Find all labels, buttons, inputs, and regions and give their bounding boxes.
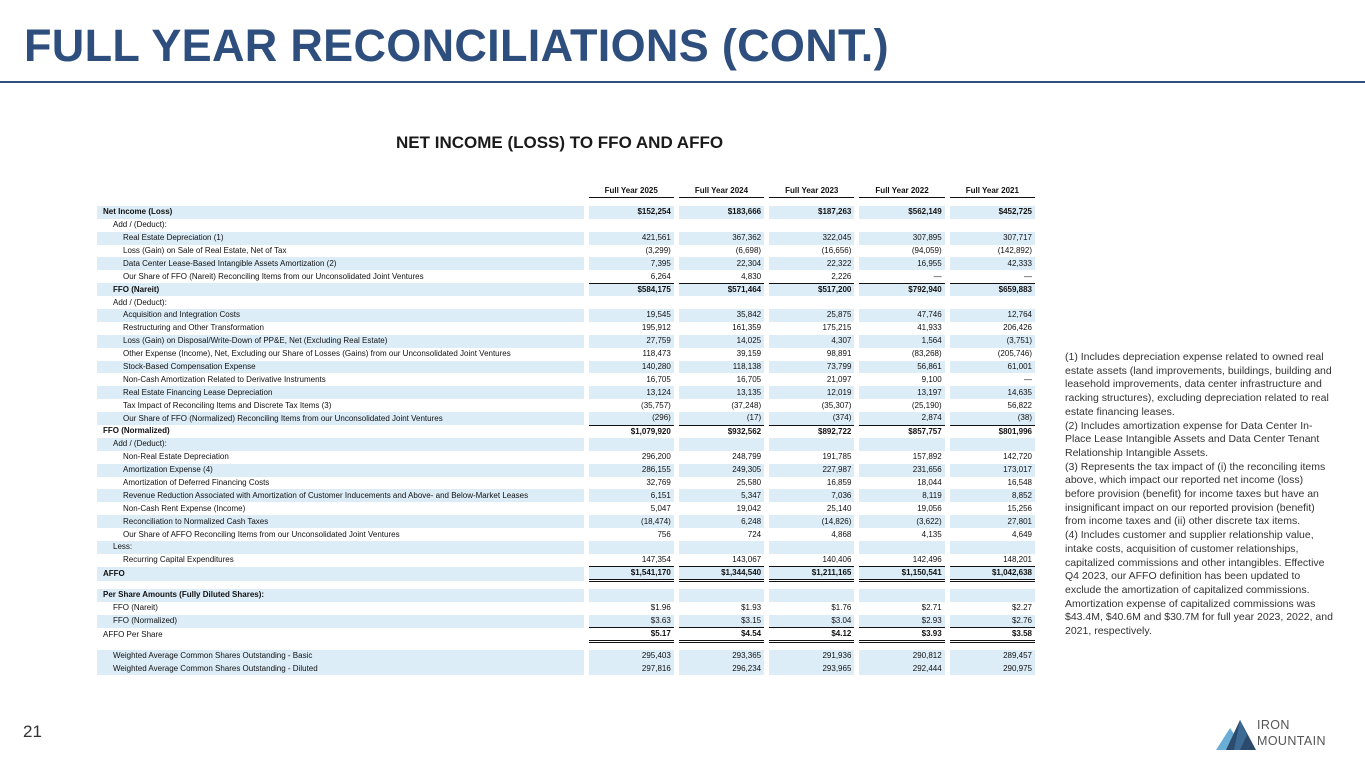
table-row [97,567,1035,581]
value-cell: $3.63 [589,615,674,628]
value-cell: 307,895 [859,232,944,245]
value-cell [589,541,674,554]
value-cell: $1,042,638 [950,567,1035,581]
value-cell: $932,562 [727,426,762,436]
value-cell: 148,201 [950,554,1035,567]
value-cell: 22,304 [679,257,764,270]
value-cell: 16,705 [646,374,671,384]
value-cell: 42,333 [950,257,1035,270]
value-cell [950,541,1035,554]
row-label: Acquisition and Integration Costs [97,309,584,322]
value-cell: $2.76 [950,615,1035,628]
row-label: Weighted Average Common Shares Outstanding - Diluted [97,662,584,675]
value-cell: 118,473 [642,349,671,359]
value-cell: 25,875 [769,309,854,322]
value-cell: 322,045 [769,232,854,245]
footnote: (2) Includes amortization expense for Data Center In-Place Lease Intangible Assets and Data Center Tenant Relationship Intangible Assets. [1065,419,1320,459]
table-spacer-row [97,642,1035,650]
value-cell: 16,705 [736,374,762,384]
row-label: Tax Impact of Reconciling Items and Discrete Tax Items (3) [123,400,332,410]
value-cell: 206,426 [1003,323,1032,333]
value-cell: 56,822 [1007,400,1032,410]
value-cell: (18,474) [589,515,674,528]
value-cell: 173,017 [950,464,1035,477]
table-row [97,257,1035,270]
value-cell: 41,933 [917,323,942,333]
value-cell: 8,852 [950,489,1035,502]
value-cell: 147,354 [589,554,674,567]
table-row [97,438,1035,451]
value-cell [769,541,854,554]
row-label: Net Income (Loss) [97,206,584,219]
table-row [97,386,1035,399]
value-cell: 297,816 [589,662,674,675]
table-row [97,296,1035,309]
value-cell: (6,698) [735,246,762,255]
logo-line1: IRON [1257,718,1290,732]
value-cell [859,589,944,602]
value-cell: (16,656) [821,246,852,255]
value-cell: $452,725 [950,206,1035,219]
row-label: Reconciliation to Normalized Cash Taxes [97,515,584,528]
value-cell: 296,200 [641,452,671,462]
value-cell: 2,226 [769,270,854,283]
value-cell: (142,892) [997,246,1032,255]
row-label: Real Estate Financing Lease Depreciation [97,386,584,399]
value-cell: $792,940 [859,283,944,296]
value-cell: 14,025 [679,335,764,348]
value-cell [769,438,854,451]
value-cell [769,589,854,602]
value-cell: $1,079,920 [630,426,671,436]
row-label: Add / (Deduct): [113,220,167,230]
table-row [97,206,1035,219]
table-row [97,464,1035,477]
table-row [97,425,1035,438]
value-cell: $3.93 [859,628,944,642]
row-label: FFO (Nareit) [113,603,158,613]
value-cell: 293,365 [679,650,764,663]
value-cell: 4,830 [679,270,764,283]
iron-mountain-logo-icon [1216,716,1256,750]
column-header: Full Year 2021 [950,185,1035,198]
row-label: Real Estate Depreciation (1) [97,232,584,245]
value-cell: 175,215 [822,323,852,333]
value-cell: (3,299) [645,246,671,255]
value-cell: 16,955 [859,257,944,270]
row-label: Data Center Lease-Based Intangible Assets Amortization (2) [97,257,584,270]
value-cell: (17) [679,412,764,425]
value-cell: 16,859 [826,478,852,488]
value-cell [679,438,764,451]
value-cell: 25,580 [736,478,762,488]
value-cell [950,296,1035,309]
value-cell [589,219,674,232]
value-cell: 4,649 [1011,529,1032,539]
table-row [97,270,1035,283]
value-cell: $2.71 [921,603,942,613]
value-cell [589,438,674,451]
table-spacer-row [97,581,1035,589]
value-cell: 56,861 [859,361,944,374]
row-label: Non-Real Estate Depreciation [123,452,229,462]
value-cell: 157,892 [912,452,942,462]
value-cell: $801,996 [998,426,1032,436]
value-cell: $5.17 [589,628,674,642]
value-cell: 5,047 [650,503,671,513]
value-cell: $152,254 [589,206,674,219]
row-label: Add / (Deduct): [97,438,584,451]
table-row [97,283,1035,296]
value-cell: 4,135 [921,529,942,539]
table-row [97,615,1035,628]
footnote: (3) Represents the tax impact of (i) the reconciling items above, which impact our reported net income (loss) before provision (benefit) for income taxes but have an insignificant impact on our reported provision (benefit) from income taxes and (ii) other discrete tax items. [1065,460,1326,528]
footnotes [1065,351,1335,639]
value-cell: 6,151 [589,489,674,502]
value-cell: 227,987 [769,464,854,477]
value-cell: $857,757 [908,426,942,436]
footnote: (4) Includes customer and supplier relationship value, intake costs, acquisition of customer relationships, capitalized commissions and other intangibles. Effective Q4 2023, our AFFO definition has been updated to exclude the amortization of capitalized commissions. Amortization expense of capitalized commissions was $43.4M, $40.6M and $30.7M for full year 2023, 2022, and 2021, respectively. [1065,529,1333,638]
value-cell: $562,149 [859,206,944,219]
value-cell: 293,965 [769,662,854,675]
column-header: Full Year 2024 [679,185,764,198]
value-cell: $892,722 [818,426,852,436]
value-cell: $659,883 [950,283,1035,296]
value-cell: $571,464 [679,283,764,296]
table-row [97,399,1035,412]
value-cell: 12,019 [769,386,854,399]
value-cell: $2.93 [859,615,944,628]
row-label: Recurring Capital Expenditures [123,555,234,565]
row-label: Our Share of FFO (Normalized) Reconciling Items from our Unconsolidated Joint Ventures [97,412,584,425]
value-cell: (3,622) [859,515,944,528]
row-label: Loss (Gain) on Sale of Real Estate, Net of Tax [123,246,287,255]
value-cell [589,296,674,309]
row-label: Restructuring and Other Transformation [123,323,264,333]
value-cell: $584,175 [589,283,674,296]
row-label: Per Share Amounts (Fully Diluted Shares): [97,589,584,602]
value-cell: 5,347 [679,489,764,502]
value-cell: 98,891 [826,349,852,359]
value-cell: 6,264 [589,270,674,283]
table-row [97,361,1035,374]
column-header: Full Year 2022 [859,185,944,198]
table-row [97,373,1035,386]
value-cell: (83,268) [911,349,942,359]
table-row [97,412,1035,425]
table-row [97,650,1035,663]
value-cell: — [859,270,944,283]
value-cell: 249,305 [679,464,764,477]
value-cell: $2.27 [1011,603,1032,613]
value-cell: $1.93 [741,603,762,613]
value-cell: $1,541,170 [589,567,674,581]
table-row [97,554,1035,567]
value-cell: $183,666 [679,206,764,219]
value-cell: 32,769 [646,478,671,488]
value-cell: (94,059) [911,246,942,255]
value-cell: $187,263 [769,206,854,219]
value-cell: 35,842 [679,309,764,322]
value-cell: 61,001 [950,361,1035,374]
value-cell: 19,056 [917,503,942,513]
value-cell: 6,248 [679,515,764,528]
table-row [97,489,1035,502]
value-cell: (374) [769,412,854,425]
value-cell: 1,564 [859,335,944,348]
logo-line2: MOUNTAIN [1257,734,1326,748]
value-cell: 13,135 [679,386,764,399]
value-cell [859,219,944,232]
table-row [97,309,1035,322]
row-label: Stock-Based Compensation Expense [97,361,584,374]
value-cell: 295,403 [589,650,674,663]
value-cell: $517,200 [769,283,854,296]
row-label: FFO (Normalized) [97,615,584,628]
value-cell: 7,036 [769,489,854,502]
value-cell: $4.54 [679,628,764,642]
row-label: Weighted Average Common Shares Outstanding - Basic [97,650,584,663]
value-cell [589,589,674,602]
table-row [97,335,1035,348]
value-cell: 140,280 [589,361,674,374]
value-cell [950,438,1035,451]
table-row [97,541,1035,554]
value-cell: 756 [657,529,671,539]
table-row [97,662,1035,675]
value-cell: 9,100 [921,374,942,384]
value-cell [950,219,1035,232]
row-label: Add / (Deduct): [113,297,167,307]
value-cell: $4.12 [769,628,854,642]
value-cell: 21,097 [826,374,852,384]
value-cell: 191,785 [822,452,852,462]
value-cell: (296) [589,412,674,425]
value-cell: (35,757) [641,400,671,410]
row-label: Other Expense (Income), Net, Excluding our Share of Losses (Gains) from our Unconsolidated Joint Ventures [123,349,511,359]
table-row [97,348,1035,361]
row-label: AFFO [97,567,584,581]
row-label: Amortization of Deferred Financing Costs [123,478,270,488]
table-row [97,528,1035,541]
value-cell: (205,746) [997,349,1032,359]
row-label: Non-Cash Rent Expense (Income) [123,503,246,513]
table-row [97,245,1035,258]
value-cell: $1,211,165 [769,567,854,581]
value-cell: 2,874 [859,412,944,425]
column-header: Full Year 2023 [769,185,854,198]
value-cell [769,219,854,232]
value-cell: 286,155 [589,464,674,477]
reconciliation-table [97,185,1035,675]
header-label-cell [97,185,584,198]
row-label: Our Share of FFO (Nareit) Reconciling Items from our Unconsolidated Joint Ventures [123,271,424,281]
table-row [97,502,1035,515]
value-cell [679,296,764,309]
company-logo [1216,716,1356,752]
value-cell: (37,248) [731,400,762,410]
value-cell: 22,322 [769,257,854,270]
title-divider [0,81,1365,83]
value-cell: (14,826) [769,515,854,528]
value-cell: (25,190) [911,400,942,410]
table-row [97,515,1035,528]
table-row [97,602,1035,615]
value-cell: — [1024,374,1032,384]
value-cell: — [950,270,1035,283]
value-cell [859,541,944,554]
value-cell: 13,124 [589,386,674,399]
value-cell: 290,975 [950,662,1035,675]
value-cell: 27,759 [589,335,674,348]
footnote: (1) Includes depreciation expense related to owned real estate assets (land improvements, buildings, building and leasehold improvements, data center infrastructure and racking structures), excluding depreciation related to real estate financing leases. [1065,351,1332,418]
value-cell: 231,656 [859,464,944,477]
value-cell: $3.58 [950,628,1035,642]
value-cell: 195,912 [641,323,671,333]
table-row [97,589,1035,602]
value-cell: $1,150,541 [859,567,944,581]
value-cell [950,589,1035,602]
value-cell [679,541,764,554]
value-cell [769,296,854,309]
value-cell: 25,140 [826,503,852,513]
logo-text [1257,717,1326,749]
value-cell: 118,138 [679,361,764,374]
table-row [97,322,1035,335]
value-cell: 142,720 [1003,452,1032,462]
value-cell: 19,042 [736,503,762,513]
value-cell: (38) [950,412,1035,425]
value-cell: $1,344,540 [679,567,764,581]
value-cell: 161,359 [732,323,762,333]
value-cell: (3,751) [950,335,1035,348]
value-cell: $3.15 [679,615,764,628]
value-cell: 47,746 [859,309,944,322]
value-cell: 18,044 [917,478,942,488]
value-cell: 4,868 [831,529,852,539]
value-cell: 4,307 [769,335,854,348]
table-row [97,232,1035,245]
value-cell: 142,496 [859,554,944,567]
value-cell: 289,457 [950,650,1035,663]
row-label: AFFO Per Share [103,629,163,639]
value-cell: 296,234 [679,662,764,675]
page-number: 21 [23,722,42,741]
value-cell: 14,635 [950,386,1035,399]
value-cell: 39,159 [736,349,762,359]
row-label: Amortization Expense (4) [97,464,584,477]
value-cell: 15,256 [1007,503,1032,513]
value-cell [679,589,764,602]
row-label: FFO (Normalized) [103,426,170,436]
row-label: Our Share of AFFO Reconciling Items from our Unconsolidated Joint Ventures [123,529,400,539]
value-cell: 19,545 [589,309,674,322]
value-cell: 8,119 [859,489,944,502]
value-cell: 73,799 [769,361,854,374]
page-title: FULL YEAR RECONCILIATIONS (CONT.) [24,20,889,71]
table-title: NET INCOME (LOSS) TO FFO AND AFFO [396,133,724,152]
table-row [97,451,1035,464]
value-cell: 248,799 [732,452,762,462]
value-cell: $1.76 [831,603,852,613]
value-cell [859,438,944,451]
value-cell [679,219,764,232]
table-row [97,477,1035,490]
row-label: Less: [97,541,584,554]
value-cell [859,296,944,309]
table-header-row [97,185,1035,198]
value-cell: 290,812 [859,650,944,663]
value-cell: (35,307) [821,400,852,410]
value-cell: 292,444 [859,662,944,675]
value-cell: 291,936 [769,650,854,663]
column-header: Full Year 2025 [589,185,674,198]
value-cell: 27,801 [950,515,1035,528]
value-cell: 13,197 [859,386,944,399]
table-row [97,628,1035,642]
value-cell: 367,362 [679,232,764,245]
value-cell: 12,764 [950,309,1035,322]
value-cell: 7,395 [589,257,674,270]
row-label: Revenue Reduction Associated with Amortization of Customer Inducements and Above- and Below-Market Leases [97,489,584,502]
row-label: Loss (Gain) on Disposal/Write-Down of PP&E, Net (Excluding Real Estate) [97,335,584,348]
row-label: Non-Cash Amortization Related to Derivative Instruments [123,374,326,384]
value-cell: 140,406 [769,554,854,567]
value-cell: $3.04 [769,615,854,628]
row-label: FFO (Nareit) [97,283,584,296]
value-cell: 16,548 [1007,478,1032,488]
value-cell: 307,717 [950,232,1035,245]
value-cell: 421,561 [589,232,674,245]
table-row [97,219,1035,232]
value-cell: 724 [747,529,762,539]
value-cell: $1.96 [650,603,671,613]
value-cell: 143,067 [679,554,764,567]
